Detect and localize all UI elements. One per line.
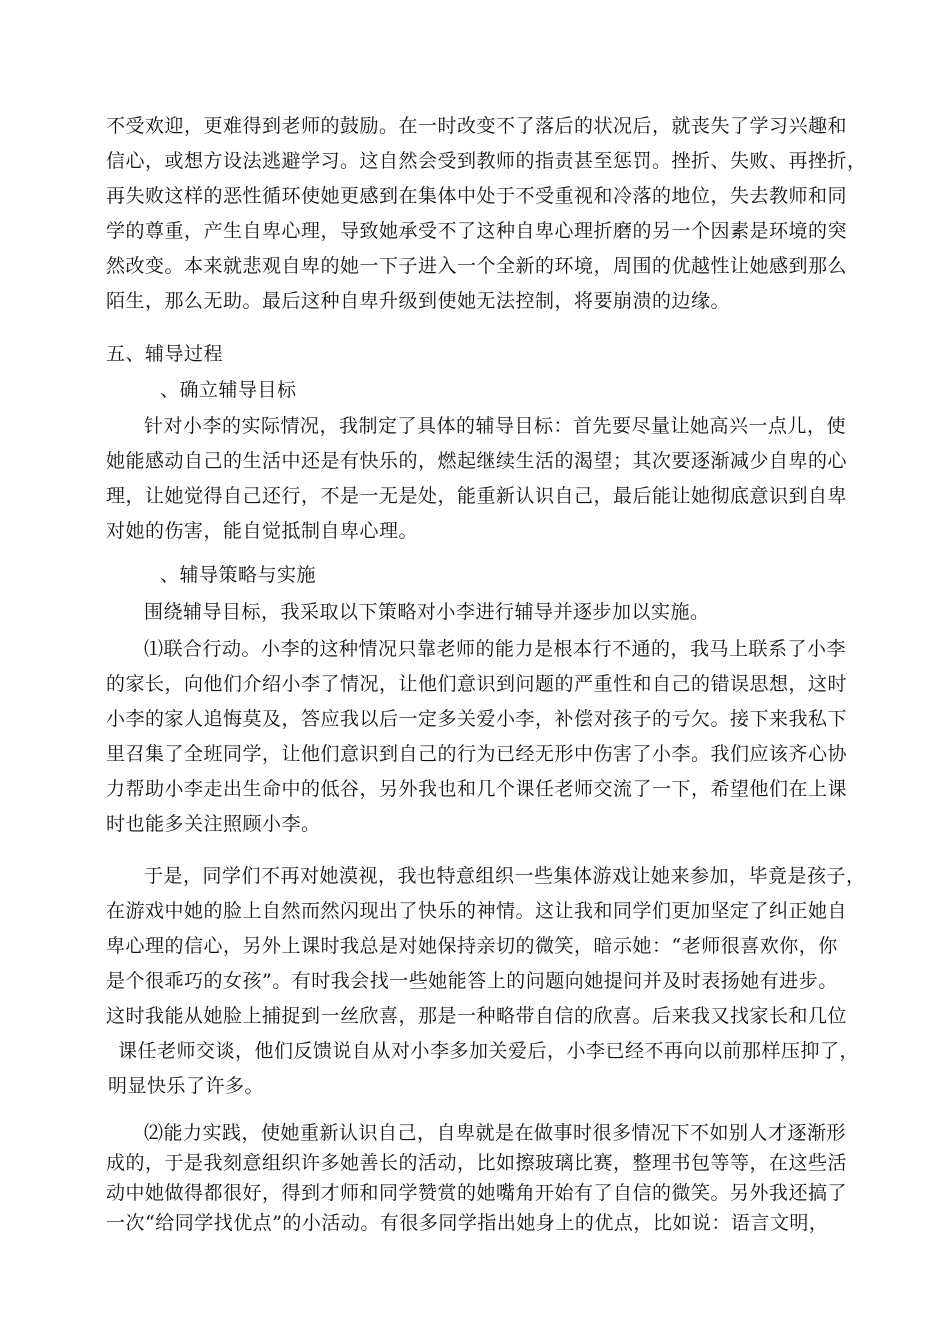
text-line: 对她的伤害，能自觉抵制自卑心理。 bbox=[106, 520, 419, 542]
text-line: 的家长，向他们介绍小李了情况，让他们意识到问题的严重性和自己的错误思想，这时 bbox=[106, 673, 848, 695]
subsection-heading-strategy: 、辅导策略与实施 bbox=[160, 564, 317, 586]
text-line: 信心，或想方设法逃避学习。这自然会受到教师的指责甚至惩罚。挫折、失败、再挫折， bbox=[106, 150, 867, 172]
section-heading: 五、辅导过程 bbox=[106, 343, 224, 365]
text-line: 是个很乖巧的女孩”。有时我会找一些她能答上的问题向她提问并及时表扬她有进步。 bbox=[106, 970, 838, 992]
text-line: 明显快乐了许多。 bbox=[108, 1075, 265, 1097]
text-line: 再失败这样的恶性循环使她更感到在集体中处于不受重视和冷落的地位，失去教师和同 bbox=[106, 185, 848, 207]
text-line: 时也能多关注照顾小李。 bbox=[106, 813, 321, 835]
text-line: 力帮助小李走出生命中的低谷，另外我也和几个课任老师交流了一下，希望他们在上课 bbox=[106, 778, 848, 800]
text-line: 学的尊重，产生自卑心理，导致她承受不了这种自卑心理折磨的另一个因素是环境的突 bbox=[106, 220, 848, 242]
paragraph-joint-action bbox=[106, 632, 850, 842]
text-line: 理，让她觉得自己还行，不是一无是处，能重新认识自己，最后能让她彻底意识到自卑 bbox=[106, 485, 848, 507]
text-line: 然改变。本来就悲观自卑的她一下子进入一个全新的环境，周围的优越性让她感到那么 bbox=[106, 255, 848, 277]
paragraph-goals bbox=[106, 409, 850, 549]
paragraph-background bbox=[106, 109, 867, 319]
text-line: 于是，同学们不再对她漠视，我也特意组织一些集体游戏让她来参加，毕竟是孩子， bbox=[144, 865, 866, 887]
text-line: 卑心理的信心，另外上课时我总是对她保持亲切的微笑，暗示她：“老师很喜欢你，你 bbox=[106, 935, 838, 957]
text-line: 一次“给同学找优点”的小活动。有很多同学指出她身上的优点，比如说：语言文明， bbox=[106, 1212, 829, 1234]
text-line: 陌生，那么无助。最后这种自卑升级到使她无法控制，将要崩溃的边缘。 bbox=[106, 290, 731, 312]
text-line: 不受欢迎，更难得到老师的鼓励。在一时改变不了落后的状况后，就丧失了学习兴趣和 bbox=[106, 115, 848, 137]
text-line: 成的，于是我刻意组织许多她善长的活动，比如擦玻璃比赛，整理书包等等，在这些活 bbox=[106, 1152, 848, 1174]
text-line: 里召集了全班同学，让他们意识到自己的行为已经无形中伤害了小李。我们应该齐心协 bbox=[106, 743, 848, 765]
text-line: ⑴联合行动。小李的这种情况只靠老师的能力是根本行不通的，我马上联系了小李 bbox=[144, 638, 847, 660]
text-line: 围绕辅导目标，我采取以下策略对小李进行辅导并逐步加以实施。 bbox=[144, 601, 710, 623]
text-line: 这时我能从她脸上捕捉到一丝欣喜，那是一种略带自信的欣喜。后来我又找家长和几位 bbox=[106, 1005, 848, 1027]
text-line: ⑵能力实践，使她重新认识自己，自卑就是在做事时很多情况下不如别人才逐渐形 bbox=[144, 1122, 847, 1144]
text-line: 在游戏中她的脸上自然而然闪现出了快乐的神情。这让我和同学们更加坚定了纠正她自 bbox=[106, 900, 848, 922]
paragraph-strategy-intro bbox=[106, 595, 850, 630]
subsection-heading-goals: 、确立辅导目标 bbox=[160, 379, 297, 401]
paragraph-ability-practice bbox=[106, 1118, 850, 1238]
text-line: 课任老师交谈，他们反馈说自从对小李多加关爱后，小李已经不再向以前那样压抑了， bbox=[118, 1040, 860, 1062]
text-line: 针对小李的实际情况，我制定了具体的辅导目标：首先要尽量让她高兴一点儿，使 bbox=[144, 415, 847, 437]
text-line: 小李的家人追悔莫及，答应我以后一定多关爱小李，补偿对孩子的亏欠。接下来我私下 bbox=[106, 708, 848, 730]
text-line: 动中她做得都很好，得到才师和同学赞赏的她嘴角开始有了自信的微笑。另外我还搞了 bbox=[106, 1182, 848, 1204]
paragraph-classmates bbox=[106, 859, 866, 1104]
text-line: 她能感动自己的生活中还是有快乐的，燃起继续生活的渴望；其次要逐渐减少自卑的心 bbox=[106, 450, 848, 472]
